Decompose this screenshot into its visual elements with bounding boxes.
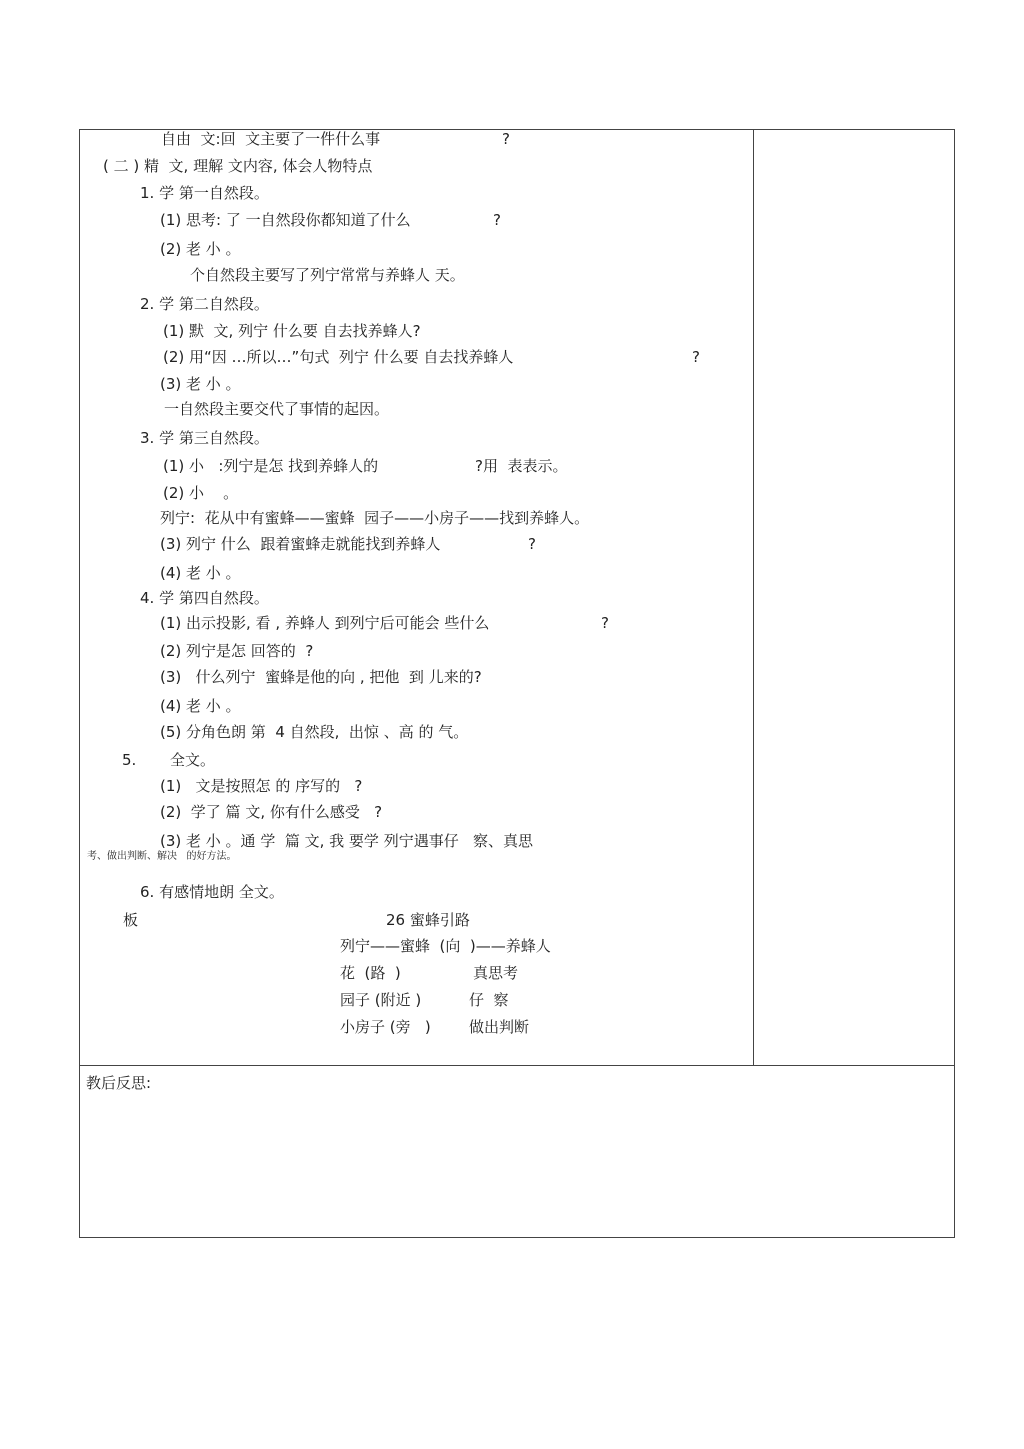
board-row: 真思考 (473, 964, 519, 982)
row-divider (79, 1065, 955, 1066)
text-line: (3) 什么列宁 蜜蜂是他的向 , 把他 到 儿来的? (160, 668, 482, 686)
text-line: 2. 学 第二自然段。 (140, 295, 269, 313)
text-line: (4) 老 小 。 (160, 697, 241, 715)
text-line: (1) 默 文, 列宁 什么要 自去找养蜂人? (163, 322, 421, 340)
text-line: (2) 小 。 (163, 484, 239, 502)
text-line: 考、做出判断、解决 的好方法。 (87, 851, 237, 862)
text-line: ? (493, 211, 501, 229)
board-row: 仔 察 (469, 991, 509, 1009)
column-divider (753, 129, 754, 1066)
board-title: 26 蜜蜂引路 (386, 911, 470, 929)
text-line: ? (601, 614, 609, 632)
text-line: 全文。 (170, 751, 216, 769)
text-line: (4) 老 小 。 (160, 564, 241, 582)
text-line: 1. 学 第一自然段。 (140, 184, 269, 202)
text-line: 个自然段主要写了列宁常常与养蜂人 天。 (190, 266, 465, 284)
section-heading: ( 二 ) 精 文, 理解 文内容, 体会人物特点 (103, 157, 373, 175)
text-line: 4. 学 第四自然段。 (140, 589, 269, 607)
text-line: (2) 用“因 …所以…”句式 列宁 什么要 自去找养蜂人 (163, 348, 514, 366)
text-line: (2) 学了 篇 文, 你有什么感受 ? (160, 803, 383, 821)
text-line: 列宁: 花从中有蜜蜂——蜜蜂 园子——小房子——找到养蜂人。 (160, 509, 590, 527)
text-line: (1) 小 :列宁是怎 找到养蜂人的 (163, 457, 379, 475)
text-line: (2) 列宁是怎 回答的 ? (160, 642, 314, 660)
text-line: (1) 文是按照怎 的 序写的 ? (160, 777, 363, 795)
board-row: 做出判断 (469, 1018, 530, 1036)
text-line: 一自然段主要交代了事情的起因。 (164, 400, 390, 418)
board-row: 小房子 (旁 ) (340, 1018, 431, 1036)
text-line: ?用 表表示。 (475, 457, 568, 475)
text-line: 自由 文:回 文主要了一件什么事 (161, 130, 381, 148)
board-row: 园子 (附近 ) (340, 991, 422, 1009)
text-line: 6. 有感情地朗 全文。 (140, 883, 284, 901)
text-line: (3) 列宁 什么 跟着蜜蜂走就能找到养蜂人 (160, 535, 441, 553)
text-line: (1) 出示投影, 看 , 养蜂人 到列宁后可能会 些什么 (160, 614, 490, 632)
reflection-label: 教后反思: (86, 1074, 152, 1092)
board-row: 列宁——蜜蜂 (向 )——养蜂人 (340, 937, 551, 955)
text-line: (3) 老 小 。 (160, 375, 241, 393)
board-row: 花 (路 ) (340, 964, 401, 982)
text-line: ? (692, 348, 700, 366)
text-line: ? (528, 535, 536, 553)
board-label: 板 (123, 911, 139, 929)
text-line: (3) 老 小 。通 学 篇 文, 我 要学 列宁遇事仔 察、真思 (160, 832, 534, 850)
text-line: (2) 老 小 。 (160, 240, 241, 258)
text-line: 5. (122, 751, 137, 769)
text-line: (5) 分角色朗 第 4 自然段, 出惊 、高 的 气。 (160, 723, 469, 741)
text-line: ? (502, 130, 510, 148)
text-line: 3. 学 第三自然段。 (140, 429, 269, 447)
text-line: (1) 思考: 了 一自然段你都知道了什么 (160, 211, 411, 229)
